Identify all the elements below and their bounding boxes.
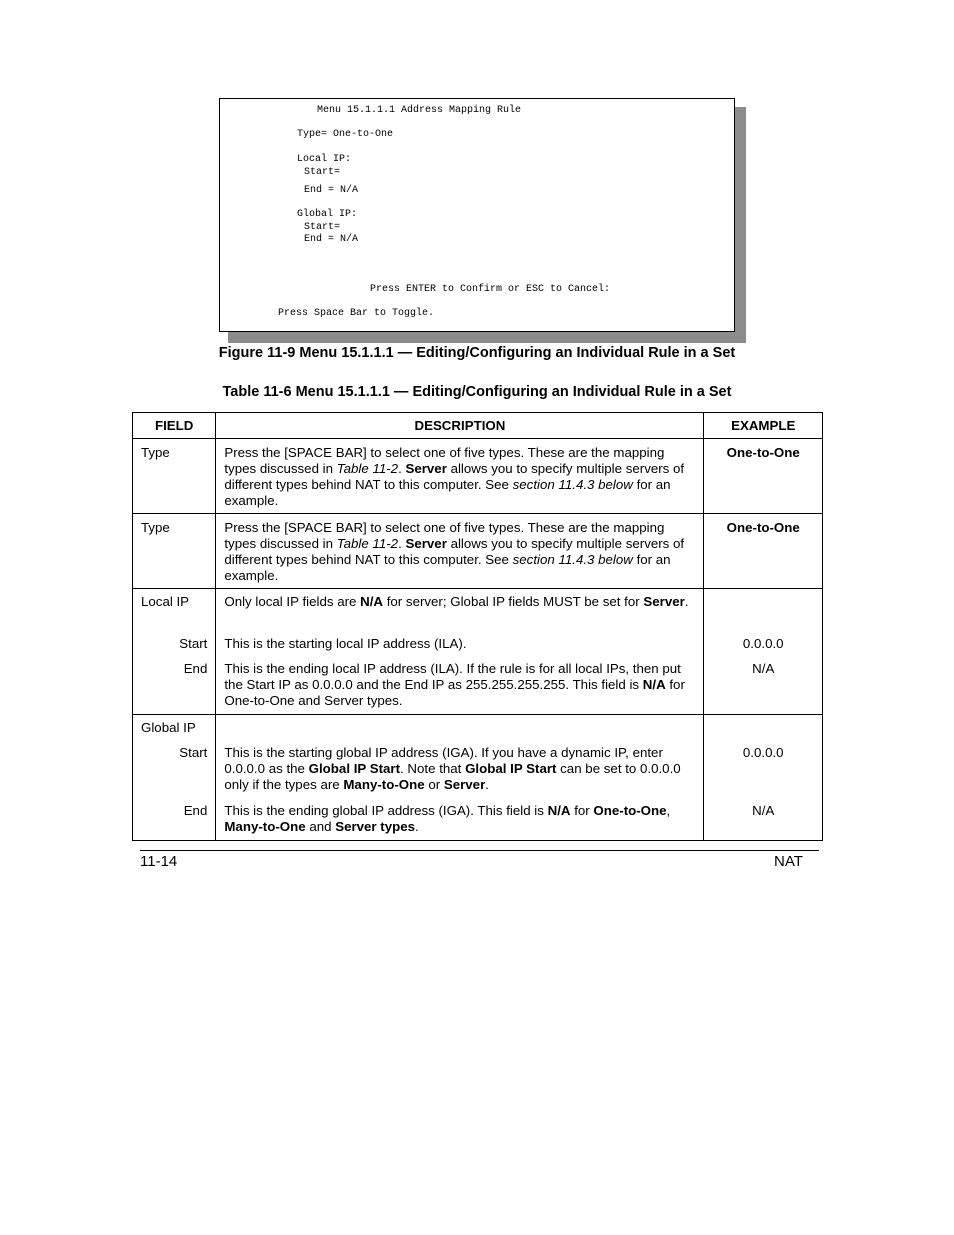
header-description: DESCRIPTION [216,413,704,439]
terminal-screen [219,98,735,332]
local-end-description: This is the ending local IP address (ILA). If the rule is for all local IPs, then put the Start IP as 0.0.0.0 and the End IP as 255.255.255.255. This field is N/A for One-to-One and Server types. [224,661,685,708]
field-global-ip: Global IP [141,720,196,735]
table-row [133,514,823,589]
table-row [133,715,823,841]
field-type: Type [141,520,170,535]
header-field: FIELD [133,413,216,439]
field-local-start: Start [179,636,208,651]
table-row [133,589,823,715]
section-name: NAT [774,853,803,870]
global-start-example: 0.0.0.0 [742,745,784,760]
table-header-row [133,413,823,439]
global-ip-label: Global IP: [297,209,358,220]
figure-caption: Figure 11-9 Menu 15.1.1.1 — Editing/Configuring an Individual Rule in a Set [218,345,736,361]
toggle-hint: Press Space Bar to Toggle. [278,308,435,319]
global-start-description: This is the starting global IP address (IGA). If you have a dynamic IP, enter 0.0.0.0 as the Global IP Start. Note that Global IP Start can be set to 0.0.0.0 only if the types are Many-to-One or Server. [224,745,681,792]
field-description-table [132,412,823,841]
local-start-example: 0.0.0.0 [742,636,784,651]
field-global-end: End [183,803,208,818]
type-line: Type= One-to-One [297,129,394,140]
local-end-example: N/A [752,661,775,676]
page-number: 11-14 [140,853,178,870]
header-example: EXAMPLE [704,413,823,439]
global-start-line: Start= [304,222,341,233]
type-description: Press the [SPACE BAR] to select one of five types. These are the mapping types discussed in Table 11-2. Server allows you to specify multiple servers of different types behind NAT to this computer. See section 11.4.3 below for an example. [224,445,685,508]
footer-divider [140,850,819,851]
field-global-start: Start [179,745,208,760]
local-end-line: End = N/A [304,185,359,196]
global-end-example: N/A [752,803,775,818]
type-description: Press the [SPACE BAR] to select one of five types. These are the mapping types discussed in Table 11-2. Server allows you to specify multiple servers of different types behind NAT to this computer. See section 11.4.3 below for an example. [224,520,685,583]
global-end-line: End = N/A [304,234,359,245]
type-example: One-to-One [726,445,800,460]
menu-title: Menu 15.1.1.1 Address Mapping Rule [317,105,522,116]
local-ip-label: Local IP: [297,154,352,165]
table-caption: Table 11-6 Menu 15.1.1.1 — Editing/Configuring an Individual Rule in a Set [222,384,732,400]
local-ip-description: Only local IP fields are N/A for server; Global IP fields MUST be set for Server. [224,594,689,609]
field-local-ip: Local IP [141,594,190,609]
field-local-end: End [183,661,208,676]
table-row [133,439,823,514]
local-start-line: Start= [304,167,341,178]
confirm-prompt: Press ENTER to Confirm or ESC to Cancel: [370,284,611,295]
type-example: One-to-One [726,520,800,535]
local-start-description: This is the starting local IP address (ILA). [224,636,467,651]
field-type: Type [141,445,170,460]
global-end-description: This is the ending global IP address (IGA). This field is N/A for One-to-One, Many-to-One and Server types. [224,803,671,834]
